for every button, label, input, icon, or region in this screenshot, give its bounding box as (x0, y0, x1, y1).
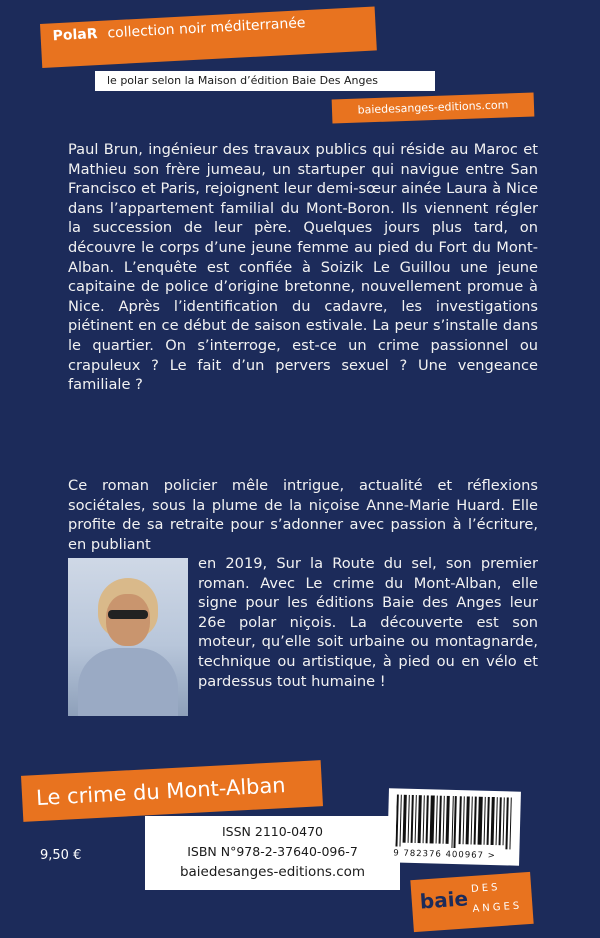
barcode-number: 9 782376 400967 > (393, 848, 496, 862)
logo-baie: baie (419, 886, 469, 914)
price: 9,50 € (40, 848, 82, 863)
publication-info (145, 816, 400, 890)
barcode (387, 788, 521, 865)
author-bio-text: en 2019, Sur la Route du sel, son premier roman. Avec Le crime du Mont-Alban, elle signe pour les éditions Baie des Anges leur 26e polar niçois. La découverte est son moteur, qu’elle soit urbaine ou montagnarde, technique ou artistique, à pied ou en vélo et pardessus tout humaine ! (198, 555, 538, 690)
collection-banner (40, 6, 377, 67)
logo-des: DES (470, 881, 501, 896)
barcode-bars (395, 794, 512, 849)
isbn: ISBN N°978-2-37640-096-7 (187, 844, 358, 859)
book-title: Le crime du Mont-Alban (21, 760, 323, 822)
publisher-logo (410, 872, 533, 932)
website: baiedesanges-editions.com (179, 864, 366, 880)
polar-label: PolaR (52, 26, 98, 45)
logo-anges: ANGES (472, 900, 523, 915)
author-intro-text: Ce roman policier mêle intrigue, actualité et réflexions sociétales, sous la plume de la niçoise Anne-Marie Huard. Elle profite de sa retraite pour s’adonner avec passion à l’écriture, en publiant (68, 477, 538, 553)
author-photo (68, 558, 188, 716)
publisher-subtitle: le polar selon la Maison d’édition Baie Des Anges (95, 71, 435, 91)
publisher-url: baiedesanges-editions.com (332, 92, 535, 123)
collection-label: collection noir méditerranée (107, 15, 306, 42)
synopsis-text: Paul Brun, ingénieur des travaux publics qui réside au Maroc et Mathieu son frère jumeau, un startuper qui navigue entre San Francisco et Paris, rejoignent leur demi-sœur ainée Laura à Nice dans l’appartement familial du Mont-Boron. Ils viennent régler la succession de leur père. Quelques jours plus tard, on découvre le corps d’une jeune femme au pied du Fort du Mont-Alban. L’enquête est confiée à Soizik Le Guillou une jeune capitaine de police d’origine bretonne, nouvellement promue à Nice. Après l’identification du cadavre, les investigations piétinent en ce début de saison estivale. La peur s’installe dans le quartier. On s’interroge, est-ce un crime passionnel ou crapuleux ? Le fait d’un pervers sexuel ? Une vengeance familiale ? (68, 141, 538, 394)
issn: ISSN 2110-0470 (221, 824, 323, 839)
